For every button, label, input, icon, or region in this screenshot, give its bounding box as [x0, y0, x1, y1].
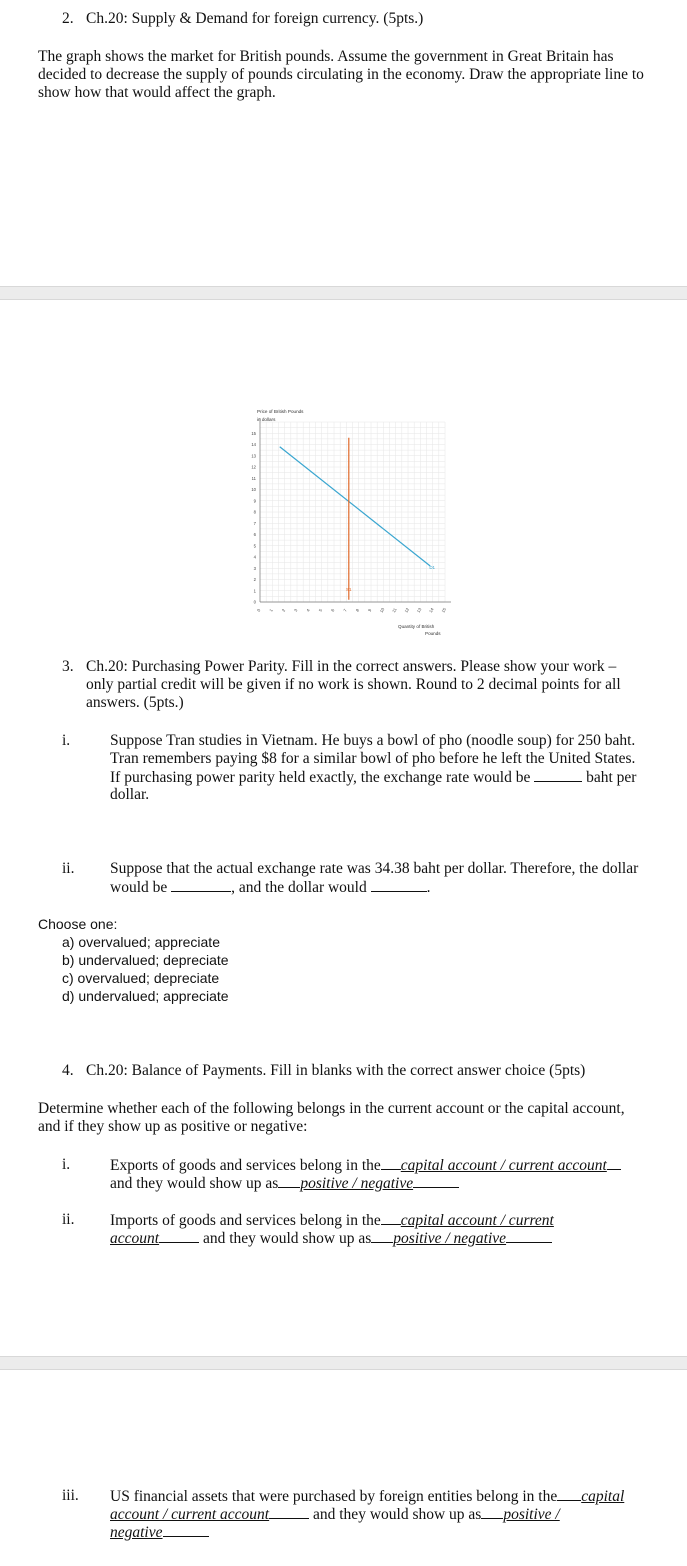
x-tick-label: 0 — [255, 607, 262, 613]
chart-axes — [260, 418, 451, 602]
q4-ii-numeral: ii. — [62, 1211, 75, 1228]
x-tick-label: 2 — [280, 607, 287, 613]
y-tick-label: 6 — [253, 532, 256, 537]
q4-iii-line2 — [110, 1505, 560, 1524]
y-tick-label: 3 — [253, 565, 256, 571]
q4-iii-line3 — [110, 1523, 209, 1542]
choice-c[interactable]: c) overvalued; depreciate — [62, 970, 220, 986]
y-tick-label: 5 — [253, 543, 256, 549]
q3-ii-numeral: ii. — [62, 860, 75, 877]
q3-i-line3 — [110, 768, 636, 787]
x-tick-label: 1 — [268, 607, 274, 613]
q3-i-line4: dollar. — [110, 786, 150, 803]
y-tick-label: 4 — [253, 554, 256, 560]
q3-number: 3. — [62, 658, 74, 675]
choice-a[interactable]: a) overvalued; appreciate — [62, 934, 220, 950]
y-tick-label: 2 — [253, 577, 256, 582]
q4-iii-answer-account-b[interactable]: account / current account — [110, 1506, 270, 1523]
q3-i-line3-tail: baht per — [586, 769, 637, 786]
q4-ii-pre: Imports of goods and services belong in the — [110, 1212, 381, 1229]
q4-i-line2 — [110, 1174, 459, 1193]
x-tick-label: 15 — [440, 606, 448, 614]
y-tick-label: 1 — [253, 588, 256, 594]
y-tick-label: 7 — [253, 520, 256, 526]
q4-iii-answer-sign-b[interactable]: negative — [110, 1524, 163, 1541]
q4-iii-numeral: iii. — [62, 1487, 79, 1504]
q4-i-numeral: i. — [62, 1156, 71, 1173]
y-axis-label-line2: in dollars — [257, 417, 276, 422]
page-separator — [0, 286, 687, 300]
q4-ii-line1 — [110, 1211, 554, 1230]
y-tick-label: 8 — [253, 509, 256, 515]
x-tick-label: 14 — [428, 606, 435, 614]
q4-iii-answer-sign-a[interactable]: positive / — [503, 1506, 560, 1523]
q4-ii-answer-sign[interactable]: positive / negative — [393, 1230, 507, 1247]
q4-iii-pre: US financial assets that were purchased by foreign entities belong in the — [110, 1488, 558, 1505]
q3-ii-text-b: , and the dollar would — [231, 879, 367, 896]
q4-ii-answer-account-b[interactable]: account — [110, 1230, 160, 1247]
q3-i-line1: Suppose Tran studies in Vietnam. He buys a bowl of pho (noodle soup) for 250 baht. — [110, 732, 636, 749]
q3-ii-line2 — [110, 878, 431, 897]
q3-heading-line2: only partial credit will be given if no work is shown. Round to 2 decimal points for all — [86, 676, 621, 693]
y-tick-label: 10 — [251, 487, 256, 492]
q3-heading-line3: answers. (5pts.) — [86, 694, 184, 711]
q4-i-answer-sign[interactable]: positive / negative — [300, 1175, 414, 1192]
x-axis-label-line2: Pounds — [425, 631, 441, 636]
q4-i-answer-account[interactable]: capital account / current account — [400, 1157, 607, 1174]
q4-iii-answer-account-a[interactable]: capital — [581, 1488, 625, 1505]
q4-intro-line2: and if they show up as positive or negative: — [38, 1118, 308, 1135]
q3-ii-text-a: would be — [110, 879, 168, 896]
x-tick-label: 6 — [329, 607, 336, 613]
x-tick-label: 7 — [342, 607, 348, 613]
x-tick-label: 8 — [354, 607, 361, 613]
y-tick-label: 12 — [251, 464, 256, 470]
q4-heading: Ch.20: Balance of Payments. Fill in blanks with the correct answer choice (5pts) — [86, 1062, 586, 1079]
q4-i-mid: and they would show up as — [110, 1175, 279, 1192]
q4-intro-line1: Determine whether each of the following belongs in the current account or the capital account, — [38, 1100, 625, 1117]
series-label-s1: S1 — [346, 586, 352, 592]
q4-ii-line2 — [110, 1229, 552, 1248]
q3-i-line2: Tran remembers paying $8 for a similar bowl of pho before he left the United States. — [110, 750, 636, 767]
choice-d[interactable]: d) undervalued; appreciate — [62, 988, 229, 1004]
q4-i-pre: Exports of goods and services belong in the — [110, 1157, 381, 1174]
x-tick-label: 12 — [403, 606, 411, 614]
x-tick-label: 13 — [415, 606, 423, 614]
x-tick-label: 10 — [378, 606, 386, 614]
q3-ii-blank-1[interactable] — [171, 878, 231, 892]
q2-body: The graph shows the market for British pounds. Assume the government in Great Britain has decided to decrease the supply of pounds circulating in the economy. Draw the appropriate line to show how that would affect the graph. — [38, 48, 644, 101]
series-label-d1: D1 — [429, 565, 436, 570]
q4-ii-mid: and they would show up as — [202, 1230, 372, 1247]
q4-number: 4. — [62, 1062, 74, 1079]
chart-grid — [260, 422, 445, 602]
y-tick-label: 0 — [253, 599, 256, 605]
q4-i-line1 — [110, 1156, 621, 1175]
x-tick-label: 9 — [366, 607, 373, 613]
q3-i-numeral: i. — [62, 732, 71, 749]
q2-heading: Ch.20: Supply & Demand for foreign currency. (5pts.) — [86, 10, 424, 27]
q3-heading-line1: Ch.20: Purchasing Power Parity. Fill in the correct answers. Please show your work – — [86, 658, 617, 675]
supply-demand-chart — [240, 402, 460, 648]
q3-i-line3-text: If purchasing power parity held exactly, the exchange rate would be — [110, 769, 531, 786]
q3-ii-line1: Suppose that the actual exchange rate was 34.38 baht per dollar. Therefore, the dollar — [110, 860, 639, 877]
y-tick-label: 13 — [251, 453, 256, 459]
y-tick-label: 15 — [251, 430, 256, 436]
q3-ii-text-c: . — [426, 879, 431, 896]
x-axis-label-line1: Quantity of British — [398, 624, 435, 629]
choice-b[interactable]: b) undervalued; depreciate — [62, 952, 229, 968]
q3-ii-blank-2[interactable] — [371, 878, 427, 892]
x-tick-label: 4 — [305, 607, 311, 613]
page-separator-2 — [0, 1356, 687, 1370]
y-tick-label: 11 — [251, 475, 256, 481]
x-tick-label: 5 — [317, 607, 324, 613]
x-tick-label: 11 — [391, 607, 398, 614]
x-tick-label: 3 — [292, 607, 299, 613]
q4-iii-mid: and they would show up as — [313, 1506, 482, 1523]
y-axis-label-line1: Price of British Pounds — [257, 409, 304, 414]
y-tick-label: 14 — [251, 442, 256, 447]
q3-i-answer-blank[interactable] — [534, 768, 582, 782]
choose-one-label: Choose one: — [38, 916, 118, 932]
q2-number: 2. — [62, 10, 74, 27]
y-tick-label: 9 — [253, 498, 256, 504]
q4-iii-line1 — [110, 1487, 624, 1506]
q4-ii-answer-account-a[interactable]: capital account / current — [400, 1212, 554, 1229]
